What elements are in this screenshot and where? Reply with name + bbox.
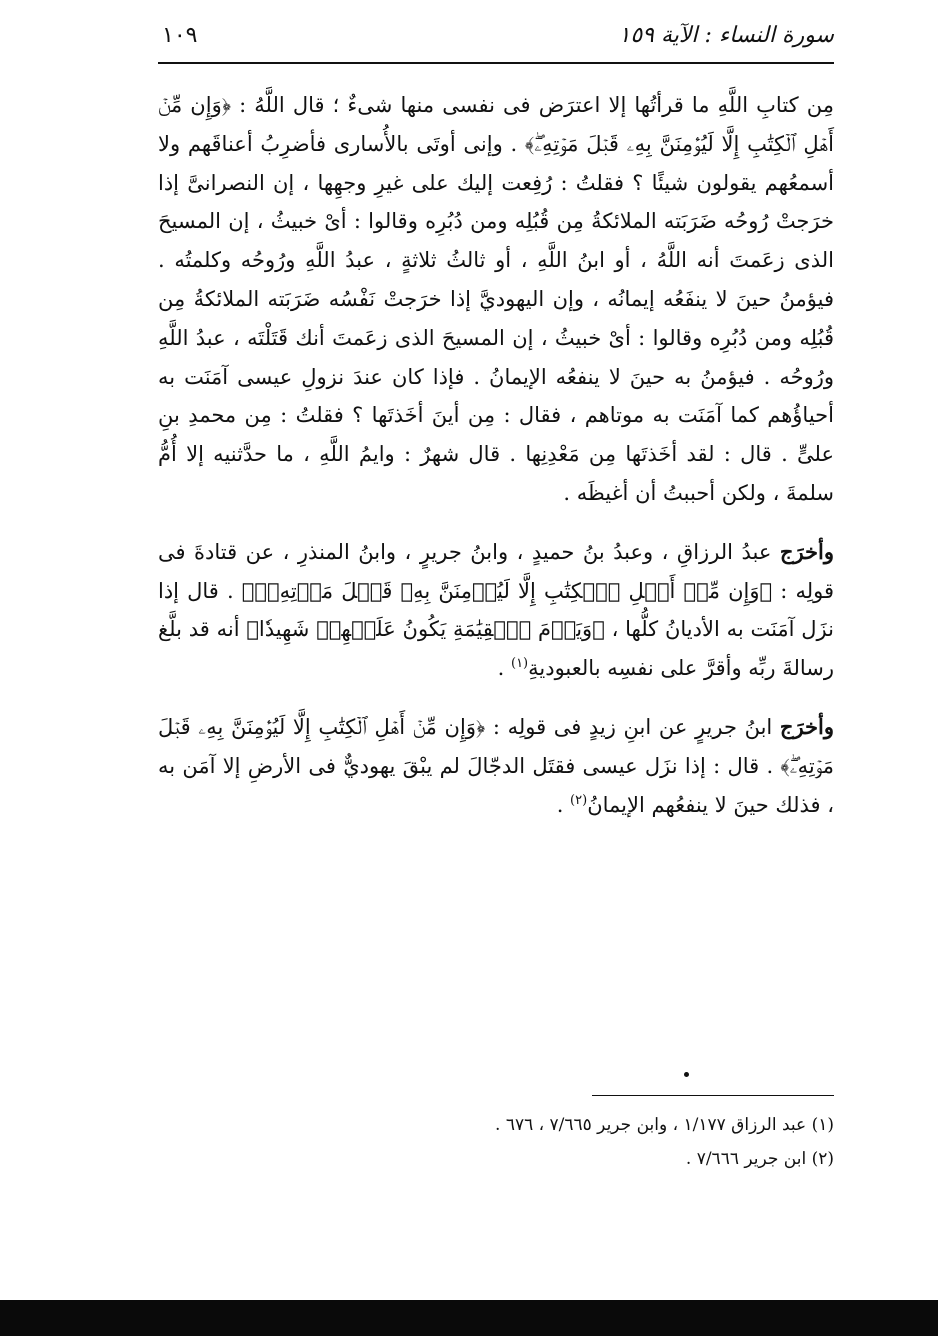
paragraph-1-text: مِن كتابِ اللَّهِ ما قرأتُها إلا اعترَض فى نفسى منها شىءٌ ؛ قال اللَّهُ : ﴿وَإِن مِّنۡ أَهۡلِ ٱلۡكِتَٰبِ إِلَّا لَيُؤۡمِنَنَّ بِهِۦ قَبۡلَ مَوۡتِهِۦۖ﴾ . وإنى أوتَى بالأُسارى فأضرِبُ أعناقَهم ولا أسمعُهم يقولون شيئًا ؟ فقلتُ : رُفِعت إليك على غيرِ وجهِها ، إن النصرانىَّ إذا خرَجتْ رُوحُه ضَرَبَته الملائكةُ مِن قُبُلِه ومن دُبُرِه وقالوا : أىْ خبيثُ ، إن المسيحَ الذى زعَمتَ أنه اللَّهُ ، أو ابنُ اللَّهِ ، أو ثالثُ ثلاثةٍ ، عبدُ اللَّهِ ورُوحُه وكلمتُه . فيؤمنُ حينَ لا ينفَعُه إيمانُه ، وإن اليهوديَّ إذا خرَجتْ نَفْسُه ضَرَبَته الملائكةُ مِن قُبُلِه ومن دُبُرِه وقالوا : أىْ خبيثُ ، إن المسيحَ الذى زعَمتَ أنك قَتَلْتَه ، عبدُ اللَّهِ ورُوحُه . فيؤمنُ به حينَ لا ينفعُه الإيمانُ . فإذا كان عندَ نزولِ عيسى آمَنَت به أحياؤُهم كما آمَنَت به موتاهم ، فقال : مِن أينَ أخَذتَها ؟ فقلتُ : مِن محمدِ بنِ علىٍّ . قال : لقد أخَذتَها مِن مَعْدِنِها . قال شهرٌ : وايمُ اللَّهِ ، ما حدَّثنيه إلا أُمُّ سلمةَ ، ولكن أحببتُ أن أغيظَه .: [158, 93, 834, 505]
paragraph-3-text: ابنُ جريرٍ عن ابنِ زيدٍ فى قولِه : ﴿وَإِن مِّنۡ أَهۡلِ ٱلۡكِتَٰبِ إِلَّا لَيُؤۡمِنَنَّ بِهِۦ قَبۡلَ مَوۡتِهِۦۖ﴾ . قال : إذا نزَل عيسى فقتَل الدجّالَ لم يبْقَ يهوديٌّ فى الأرضِ إلا آمَن به ، فذلك حينَ لا ينفعُهم الإيمانُ: [158, 714, 834, 817]
section-end-dot: [684, 1072, 689, 1077]
paragraph-3-tail: .: [556, 792, 571, 817]
footnote-ref-1: (١): [510, 656, 529, 672]
paragraph-3-lead: وأخرَج: [779, 713, 834, 739]
footnote-1: (١) عبد الرزاق ١/١٧٧ ، وابن جرير ٧/٦٦٥ ، ٦٧٦ .: [495, 1115, 834, 1135]
paragraph-2: [158, 533, 834, 688]
page-header: [158, 18, 834, 54]
page-number: ١٠٩: [162, 23, 198, 48]
scan-bottom-edge: [0, 1300, 938, 1336]
footnote-ref-2: (٢): [570, 792, 588, 808]
paragraph-2-tail: .: [497, 656, 511, 681]
body-text: [158, 86, 834, 824]
paragraph-3: [158, 708, 834, 824]
footnote-rule: [592, 1095, 834, 1096]
paragraph-2-lead: وأخرَج: [779, 538, 834, 564]
header-rule: [158, 62, 834, 64]
footnotes: [158, 1108, 834, 1176]
surah-title: سورة النساء : الآية ١٥٩: [618, 23, 834, 48]
paragraph-2-text: عبدُ الرزاقِ ، وعبدُ بنُ حميدٍ ، وابنُ جريرٍ ، وابنُ المنذرِ ، عن قتادةَ فى قولِه : ﴿وَإِن مِّنۡ أَهۡلِ ٱلۡكِتَٰبِ إِلَّا لَيُؤۡمِنَنَّ بِهِۦ قَبۡلَ مَوۡتِهِۦۖ﴾ . قال إذا نزَل آمَنَت به الأديانُ كلُّها ، ﴿وَيَوۡمَ ٱلۡقِيَٰمَةِ يَكُونُ عَلَيۡهِمۡ شَهِيدٗا﴾ أنه قد بلَّغ رسالةَ ربِّه وأقرَّ على نفسِه بالعبوديةِ: [158, 539, 834, 681]
paragraph-1: [158, 86, 834, 513]
footnote-2: (٢) ابن جرير ٧/٦٦٦ .: [685, 1149, 834, 1169]
